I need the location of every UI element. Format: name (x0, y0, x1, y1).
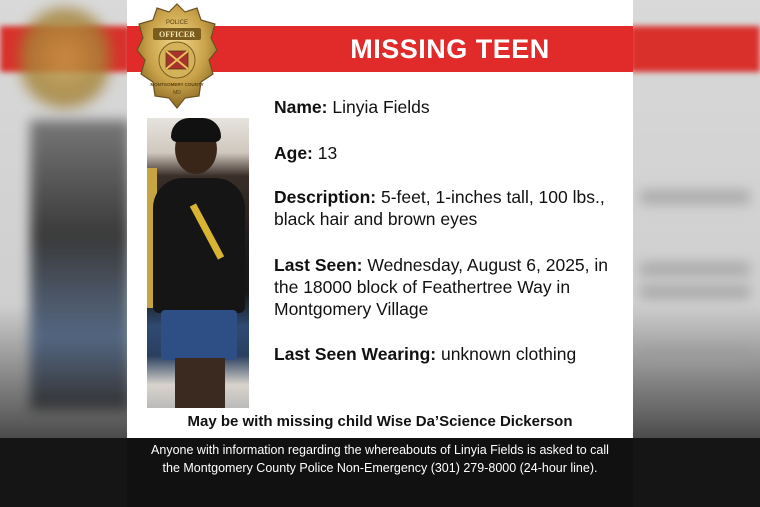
description-label: Description: (274, 187, 377, 207)
contact-instructions: Anyone with information regarding the whereabouts of Linyia Fields is asked to call the Montgomery County Police Non-Emergency (301) 279-8000 (24-hour line). (151, 443, 609, 475)
svg-text:OFFICER: OFFICER (159, 30, 195, 39)
age-row (274, 142, 624, 164)
background-text-blur (640, 285, 750, 299)
missing-person-flyer (127, 0, 633, 507)
photo-denim-shorts (161, 310, 237, 360)
svg-text:MONTGOMERY COUNTY: MONTGOMERY COUNTY (150, 82, 204, 87)
companion-note: May be with missing child Wise Da’Science Dickerson (187, 413, 573, 430)
background-left-blur (0, 0, 130, 507)
flyer-title: MISSING TEEN (350, 34, 550, 64)
photo-hair (171, 118, 221, 142)
name-value: Linyia Fields (332, 97, 430, 117)
last-seen-value: Wednesday, August 6, 2025, in the 18000 block of Feathertree Way in Montgomery Village (274, 255, 609, 319)
svg-text:POLICE: POLICE (165, 20, 189, 26)
photo-sweatshirt (153, 178, 245, 313)
last-seen-row (274, 254, 624, 320)
background-text-blur (640, 262, 750, 276)
background-right-blur (630, 0, 760, 507)
age-label: Age: (274, 143, 313, 163)
wearing-value: unknown clothing (440, 344, 577, 364)
name-label: Name: (274, 97, 328, 117)
police-badge-icon (135, 2, 219, 110)
name-row (274, 96, 624, 118)
background-text-blur (640, 190, 750, 204)
wearing-row (274, 343, 624, 365)
last-seen-label: Last Seen: (274, 255, 363, 275)
age-value: 13 (317, 143, 338, 163)
wearing-label: Last Seen Wearing: (274, 344, 437, 364)
background-photo-blur (30, 120, 130, 410)
background-text-blur (640, 350, 750, 364)
contact-footer (127, 438, 633, 507)
background-badge-blur (20, 8, 110, 108)
background-red-band-blur (630, 26, 760, 72)
missing-person-photo (147, 118, 249, 408)
description-row (274, 186, 624, 230)
photo-legs (175, 358, 225, 408)
svg-text:MD: MD (173, 90, 181, 96)
description-value: 5-feet, 1-inches tall, 100 lbs., black hair and brown eyes (274, 187, 605, 229)
